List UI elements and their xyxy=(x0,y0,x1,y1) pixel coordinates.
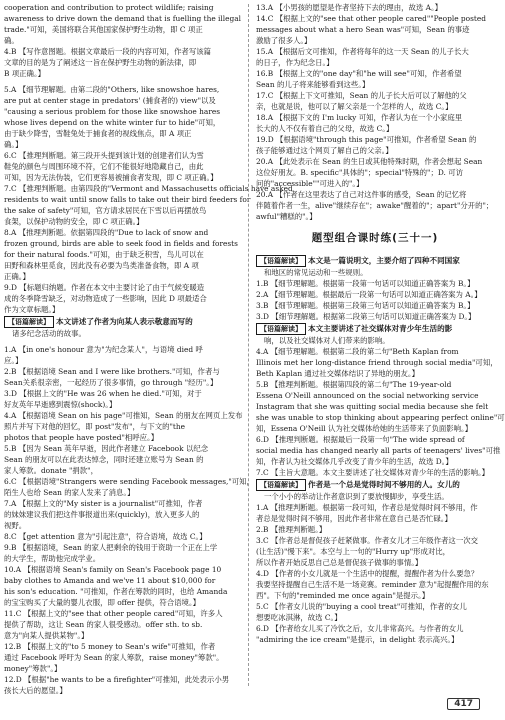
answer-line xyxy=(4,432,242,443)
line-text: 9.B 【根据语境，Sean 的家人把剩余的钱用于资助一个正在上学 xyxy=(4,543,218,552)
line-text: 家人筹款。donate "捐款"， xyxy=(4,466,98,475)
line-text: 田野和森林里觅食，因此没有必要为鸟类准备食物，即 A 项 xyxy=(4,261,199,270)
line-text: frozen ground, birds are able to seek food in fields and forests xyxy=(4,239,238,248)
answer-line xyxy=(256,123,494,134)
line-text: 知，作者认为社交媒体几乎改变了青少年的生活，故选 D。】 xyxy=(256,457,453,466)
answer-line xyxy=(256,300,494,311)
line-text: 知，Essena O'Neill 认为社交媒体给她的生活带来了负面影响。】 xyxy=(256,424,473,433)
answer-line xyxy=(256,612,494,623)
line-text: 16.B 【根据上文的"one day"和"he will see"可知，作者希望 xyxy=(256,69,462,78)
line-text: 长大的人不仅有着自己的父母，故选 C。】 xyxy=(256,124,394,133)
line-text: she was unable to stop thinking about appearing perfect online"可 xyxy=(256,413,505,422)
line-text: 成的冬季降雪缺乏，对动物造成了一些影响，因此 D 项最适合 xyxy=(4,294,207,303)
line-text: Essena O'Neill announced on the social networking service xyxy=(256,391,479,400)
line-text: 1.A 【推理判断题。根据第一段可知，作者总是觉得时间不够用，作 xyxy=(256,503,478,512)
line-text: awareness to drive down the demand that is fuelling the illegal xyxy=(4,14,242,23)
answer-line xyxy=(4,377,242,388)
answer-line xyxy=(256,79,494,90)
answer-line xyxy=(256,68,494,79)
answer-line xyxy=(4,586,242,597)
column-divider xyxy=(248,4,249,686)
line-text: 12.D 【根据"he wants to be a firefighter"可推知，此处表示小男 xyxy=(4,675,230,684)
answer-line xyxy=(256,423,494,434)
answer-line xyxy=(256,357,498,368)
line-text: 食架，以保护动物的安全，即 C 项正确。】 xyxy=(4,217,144,226)
answer-line xyxy=(4,355,242,366)
line-text: 4.A 【细节理解题。根据第二段的第二句"Beth Kaplan from xyxy=(256,347,459,356)
line-text: 8.C 【get attention 意为"引起注意"，符合语境，故选 C。】 xyxy=(4,532,207,541)
line-text: 应。】 xyxy=(4,356,23,365)
answer-line xyxy=(256,178,494,189)
answer-line xyxy=(256,134,494,145)
passage-summary-line xyxy=(256,478,494,491)
line-text: 者总是觉得时间不够用，因此作者非常在意自己是否忙碌。】 xyxy=(256,514,452,523)
line-text: 7.A 【根据上文的"My sister is a journalist"可推知，作者 xyxy=(4,499,203,508)
line-text: 4.A 【根据语境 Sean on his page"可推知，Sean 的朋友在网页上发布 xyxy=(4,411,243,420)
answer-line xyxy=(4,641,242,652)
line-text: 西"。下句的"reminded me once again"是提示。】 xyxy=(256,591,430,600)
line-text: 正确。】 xyxy=(4,272,30,281)
page-footer xyxy=(447,695,480,713)
answer-line xyxy=(4,531,242,542)
line-text: 6.C 【根据语境"Strangers were sending Facebook messages,"可知， xyxy=(4,477,254,486)
answer-line xyxy=(4,13,242,24)
answer-line xyxy=(4,95,242,106)
line-text: Sean关系很亲密，一起经历了很多事情，go through "经历"。】 xyxy=(4,378,218,387)
line-text: social media has changed nearly all parts of teenagers' lives"可推 xyxy=(256,446,501,455)
answer-line xyxy=(256,145,494,156)
answer-line xyxy=(256,13,494,24)
answer-line xyxy=(256,24,494,35)
line-text: 20.A 【此处表示在 Sean 的生日或其他特殊时期，作者会想起 Sean xyxy=(256,157,483,166)
line-text: 好友英年早逝感到震惊(shock)。】 xyxy=(4,400,117,409)
line-text: 本文讲述了作者为向某人表示敬意而写的 xyxy=(56,317,193,326)
line-text: 所以作者开始反思自己总是督促孩子做事的事情。】 xyxy=(256,558,423,567)
answer-line xyxy=(4,685,242,696)
answer-line xyxy=(256,390,494,401)
answer-line xyxy=(256,491,494,502)
line-text: 14.C 【根据上文的"see that other people cared""People posted xyxy=(256,14,486,23)
answer-line xyxy=(256,513,494,524)
answer-line xyxy=(4,454,242,465)
answer-line xyxy=(256,634,494,645)
answer-line xyxy=(4,608,242,619)
answer-line xyxy=(4,498,242,509)
right-column xyxy=(256,2,505,645)
answer-line xyxy=(256,557,494,568)
line-text: the sake of safety"可知，官方请求居民在下雪以后再摆放鸟 xyxy=(4,206,207,215)
answer-line xyxy=(4,619,242,630)
answer-line xyxy=(256,112,494,123)
line-text: 确。】 xyxy=(4,140,23,149)
line-text: "admiring the ice cream"是提示，in delight 表示高兴。】 xyxy=(256,635,459,644)
line-text: Sean 的朋友可以在此表达悼念，同时还建立账号为 Sean 的 xyxy=(4,455,204,464)
line-text: 3.D 【细节理解题。根据第二段第三句话可以知道正确答案为 D。】 xyxy=(256,312,476,321)
line-text: his son's education. "可推知，作者在筹款的同时，也给 Amanda xyxy=(4,587,228,596)
line-text: 18.A 【根据下文的 I'm lucky 可知，作者认为在一个小家庭里 xyxy=(256,113,463,122)
line-text: 5.A 【细节理解题。由第二段的"Others, like snowshoe hares, xyxy=(4,85,220,94)
answer-line xyxy=(4,630,242,641)
line-text: 11.C 【根据上文的"see that other people cared"可知，许多人 xyxy=(4,609,223,618)
line-text: 一个小小的举动让作者意识到了要放慢脚步，享受生活。 xyxy=(264,492,449,501)
answer-line xyxy=(4,509,242,520)
line-text: 照片并写下对他的回忆，即 post"发布"，与下文的"the xyxy=(4,422,186,431)
line-text: 15.A 【根据后文可推知，作者将每年的这一天 Sean 的儿子长大 xyxy=(256,47,469,56)
answer-line xyxy=(4,35,242,46)
line-text: 可知，因为无法伪装，它们更容易被捕食者发现，即 C 项正确。】 xyxy=(4,173,218,182)
answer-line xyxy=(4,344,242,355)
answer-line xyxy=(4,117,242,128)
answer-line xyxy=(4,388,242,399)
line-text: "causing a serious problem for those like snowshoe hares xyxy=(4,107,221,116)
answer-line xyxy=(4,293,242,304)
line-text: 响，以及社交媒体对人们带来的影响。 xyxy=(264,336,390,345)
passage-tag: 【语篇解读】 xyxy=(256,479,306,491)
answer-line xyxy=(256,289,494,300)
line-text: whose lives depend on the white winter fur to hide"可知， xyxy=(4,118,221,127)
line-text: 通过 Facebook 呼吁为 Sean 的家人筹款，raise money"筹款"。 xyxy=(4,653,224,662)
line-text: 4.D 【作者的小女儿就是一个生活中的提醒，提醒作者为什么要急？ xyxy=(256,569,479,578)
line-text: B 项正确。】 xyxy=(4,69,46,78)
passage-tag: 【语篇解读】 xyxy=(4,316,54,328)
line-text: 意为"向某人提供某物"。】 xyxy=(4,631,89,640)
answer-line xyxy=(256,368,494,379)
answer-line xyxy=(256,546,494,557)
line-text: 诸多纪念活动的故事。 xyxy=(12,329,86,338)
line-text: 17.C 【根据上下文可推知，Sean 的儿子长大后可以了解他的父 xyxy=(256,91,467,100)
answer-line xyxy=(256,189,494,200)
answer-line xyxy=(4,553,242,564)
line-text: 作为文章标题。】 xyxy=(4,305,60,314)
answer-line xyxy=(256,568,494,579)
line-text: 亲，也就是说，他可以了解父亲是一个怎样的人，故选 C。】 xyxy=(256,102,453,111)
answer-line xyxy=(256,167,494,178)
answer-line xyxy=(256,412,505,423)
line-text: 19.D 【根据语境"through this page"可推知，作者希望 Sean 的 xyxy=(256,135,477,144)
answer-line xyxy=(4,24,242,35)
answer-line xyxy=(4,304,242,315)
answer-line xyxy=(4,652,242,663)
answer-line xyxy=(256,590,494,601)
line-text: baby clothes to Amanda and we've 11 about $10,000 for xyxy=(4,576,216,585)
line-text: 本文是一篇说明文，主要介绍了四种不同国家 xyxy=(308,256,460,265)
line-text: 20.A 【作者在这里表达了自己对这件事的感受，Sean 的记忆将 xyxy=(256,190,467,199)
line-text: 我要坚持提醒自己生活不是一场竞赛。reminder 意为"起提醒作用的东 xyxy=(256,580,489,589)
line-text: Instagram that she was quitting social media because she felt xyxy=(256,402,489,411)
answer-line xyxy=(4,205,242,216)
section-title: 题型组合课时练(三十一) xyxy=(311,232,439,244)
answer-line xyxy=(256,535,494,546)
answer-line xyxy=(256,467,494,478)
line-text: 的妹妹建议我们把这件事报道出来(quickly)，放入更多人的 xyxy=(4,510,200,519)
passage-summary-line xyxy=(4,315,242,328)
answer-line xyxy=(4,271,242,282)
answer-line xyxy=(4,520,242,531)
line-text: 6.C 【推理判断题。第三段开头提到该计划的创建者们认为雪 xyxy=(4,151,204,160)
line-text: 激励了很多人。】 xyxy=(256,36,312,45)
line-text: residents to wait until snow falls to take out their bird feeders for xyxy=(4,195,251,204)
answer-line xyxy=(4,663,242,674)
passage-tag: 【语篇解读】 xyxy=(256,255,306,267)
line-text: 提供了帮助，这让 Sean 的家人很受感动。offer sth. to sb. xyxy=(4,620,203,629)
answer-line xyxy=(4,106,242,117)
answer-line xyxy=(256,346,494,357)
line-text: 7.C 【主旨大意题。本文主要讲述了社交媒体对青少年的生活的影响。】 xyxy=(256,468,490,477)
line-text: 1.B 【细节理解题。根据第一段第一句话可以知道正确答案为 B。】 xyxy=(256,279,475,288)
answer-line xyxy=(256,379,494,390)
line-text: 这位好朋友。B. specific"具体的"；special"特殊的"；D. 可访 xyxy=(256,168,463,177)
answer-line xyxy=(256,156,494,167)
answer-line xyxy=(256,335,494,346)
line-text: 孩子能够通过这个网页了解自己的父亲。】 xyxy=(256,146,393,155)
line-text: 2.B 【根据语境 Sean and I were like brothers."可知，作者与 xyxy=(4,367,220,376)
line-text: 9.D 【标题归纳题。作者在本文中主要讨论了由于气候变暖造 xyxy=(4,283,205,292)
answer-line xyxy=(4,597,242,608)
answer-line xyxy=(4,575,242,586)
answer-line xyxy=(256,502,494,513)
line-text: Beth Kaplan 通过社交媒体结识了异地的朋友。】 xyxy=(256,369,419,378)
line-text: 2.B 【推理判断题。】 xyxy=(256,525,327,534)
passage-tag: 【语篇解读】 xyxy=(256,323,306,335)
line-text: 2.A 【细节理解题。根据最后一段第一句话可以知道正确答案为 A。】 xyxy=(256,290,482,299)
answer-line xyxy=(256,456,494,467)
answer-line xyxy=(4,183,293,194)
answer-line xyxy=(4,57,242,68)
answer-line xyxy=(4,366,242,377)
answer-line xyxy=(4,249,242,260)
line-text: 和地区的常见运动和一些规则。 xyxy=(264,268,368,277)
answer-line xyxy=(256,200,494,211)
line-text: 文章的目的是为了阐述这一旨在保护野生动物的新法律，即 xyxy=(4,58,197,67)
line-text: 6.D 【作者给女儿买了冷饮之后，女儿非常高兴。与作者的女儿 xyxy=(256,624,464,633)
answer-line xyxy=(4,328,242,339)
line-text: 3.B 【细节理解题。根据第三段第三句话可以知道正确答案为 B。】 xyxy=(256,301,475,310)
answer-line xyxy=(4,84,242,95)
line-text: 鞋兔的颜色与周围环境不符，它们不能很好地隐藏自己，由此 xyxy=(4,162,204,171)
passage-summary-line xyxy=(256,254,494,267)
line-text: 由于缺少降雪，雪鞋兔处于捕食者的视线焦点，即 A 项正 xyxy=(4,129,192,138)
line-text: are put at center stage in predators' (捕食者的) view"以及 xyxy=(4,96,216,105)
line-text: 伴随着作者一生，alive"继续存在"；awake"醒着的"；apart"分开的"； xyxy=(256,201,494,210)
answer-line xyxy=(4,172,242,183)
answer-line xyxy=(4,399,242,410)
answer-line xyxy=(4,128,242,139)
line-text: 6.D 【推理判断题。根据最后一段第一句"The wide spread of xyxy=(256,435,465,444)
line-text: 7.C 【推理判断题。由第四段的"Vermont and Massachusetts officials have asked xyxy=(4,184,293,193)
answer-line xyxy=(4,139,242,150)
answer-line xyxy=(4,194,251,205)
line-text: 问的"accessible""可进入的"。】 xyxy=(256,179,364,188)
answer-line xyxy=(256,2,494,13)
answer-line xyxy=(4,443,242,454)
answer-line xyxy=(4,68,242,79)
answer-line xyxy=(256,46,494,57)
answer-line xyxy=(4,564,242,575)
answer-line xyxy=(256,311,494,322)
answer-line xyxy=(4,465,242,476)
answer-line xyxy=(4,227,242,238)
answer-line xyxy=(256,445,501,456)
answer-line xyxy=(256,579,494,590)
line-text: 3.C 【作者总是督促孩子赶紧做事。作者女儿才三年级作者这一次交 xyxy=(256,536,478,545)
line-text: 10.A 【根据语境 Sean's family on Sean's Facebook page 10 xyxy=(4,565,222,574)
line-text: 确。 xyxy=(4,36,19,45)
line-text: (让生活)"慢下来"。本空与上一句的"Hurry up"形成对比， xyxy=(256,547,451,556)
answer-line xyxy=(4,487,242,498)
answer-line xyxy=(4,421,242,432)
line-text: Illinois met her long-distance friend through social media"可知， xyxy=(256,358,498,367)
answer-line xyxy=(4,542,242,553)
answer-line xyxy=(256,35,494,46)
page-number: 417 xyxy=(447,698,480,710)
line-text: 1.A 【in one's honour 意为"为纪念某人"，与语境 died 呼 xyxy=(4,345,203,354)
answer-line xyxy=(256,623,494,634)
passage-summary-line xyxy=(256,322,494,335)
answer-line xyxy=(256,401,494,412)
answer-line xyxy=(256,601,494,612)
line-text: 视野。 xyxy=(4,521,27,530)
line-text: 的日子，作为纪念日。】 xyxy=(256,58,334,67)
answer-line xyxy=(256,57,494,68)
line-text: awful"糟糕的"。】 xyxy=(256,212,317,221)
line-text: 5.C 【作者女儿说的"buying a cool treat"可推知，作者的女儿 xyxy=(256,602,467,611)
answer-line xyxy=(256,267,494,278)
answer-line xyxy=(4,282,242,293)
answer-line xyxy=(4,260,242,271)
line-text: 13.A 【小男孩的愿望是作者坚持下去的理由，故选 A。】 xyxy=(256,3,443,12)
line-text: 陌生人也给 Sean 的家人发来了消息。】 xyxy=(4,488,135,497)
answer-line xyxy=(4,46,242,57)
answer-line xyxy=(256,278,494,289)
line-text: money"筹款"。】 xyxy=(4,664,62,673)
answer-line xyxy=(4,150,242,161)
answer-line xyxy=(256,211,494,222)
line-text: Sean 的儿子将来能够看到这些。】 xyxy=(256,80,370,89)
answer-line xyxy=(4,410,242,421)
line-text: 孩长大后的愿望。】 xyxy=(4,686,67,695)
line-text: 5.B 【推理判断题。根据第四段的第二句"The 19-year-old xyxy=(256,380,452,389)
line-text: 本文主要讲述了社交媒体对青少年生活的影 xyxy=(308,324,453,333)
line-text: photos that people have posted"相呼应。】 xyxy=(4,433,159,442)
line-text: 想要吃冰淇淋，故选 C。】 xyxy=(256,613,342,622)
answer-line xyxy=(256,524,494,535)
answer-line xyxy=(4,476,254,487)
line-text: for their natural foods."可知，由于缺乏积雪，鸟儿可以在 xyxy=(4,250,204,259)
answer-line xyxy=(4,238,242,249)
line-text: 4.B 【写作意图题。根据文章最后一段的内容可知，作者写该篇 xyxy=(4,47,211,56)
line-text: 5.B 【因为 Sean 英年早逝，因此作者建立 Facebook 以纪念 xyxy=(4,444,209,453)
answer-line xyxy=(4,161,242,172)
line-text: 8.A 【推理判断题。依据第四段的"Due to lack of snow and xyxy=(4,228,209,237)
line-text: 作者是一个总是觉得时间不够用的人。女儿的 xyxy=(308,480,460,489)
line-text: 3.D 【根据上文的"He was 26 when he died."可知，对于 xyxy=(4,389,202,398)
line-text: 12.B 【根据上文的"to 5 money to Sean's wife"可推知，作者 xyxy=(4,642,216,651)
answer-line xyxy=(256,90,494,101)
line-text: cooperation and contribution to protect wildlife; raising xyxy=(4,3,214,12)
answer-line xyxy=(4,216,242,227)
answer-line xyxy=(256,434,494,445)
answer-line xyxy=(256,101,494,112)
line-text: 的宝宝购买了大量的婴儿衣服，即 offer 提供，符合语境。】 xyxy=(4,598,200,607)
answer-line xyxy=(4,674,242,685)
answer-line xyxy=(4,2,242,13)
line-text: 的大学生，帮助他完成学业。 xyxy=(4,554,101,563)
line-text: trade."可知，美国将联合其他国家保护野生动物，即 C 项正 xyxy=(4,25,203,34)
line-text: messages about what a hero Sean was"可知，Sean 的事迹 xyxy=(256,25,470,34)
